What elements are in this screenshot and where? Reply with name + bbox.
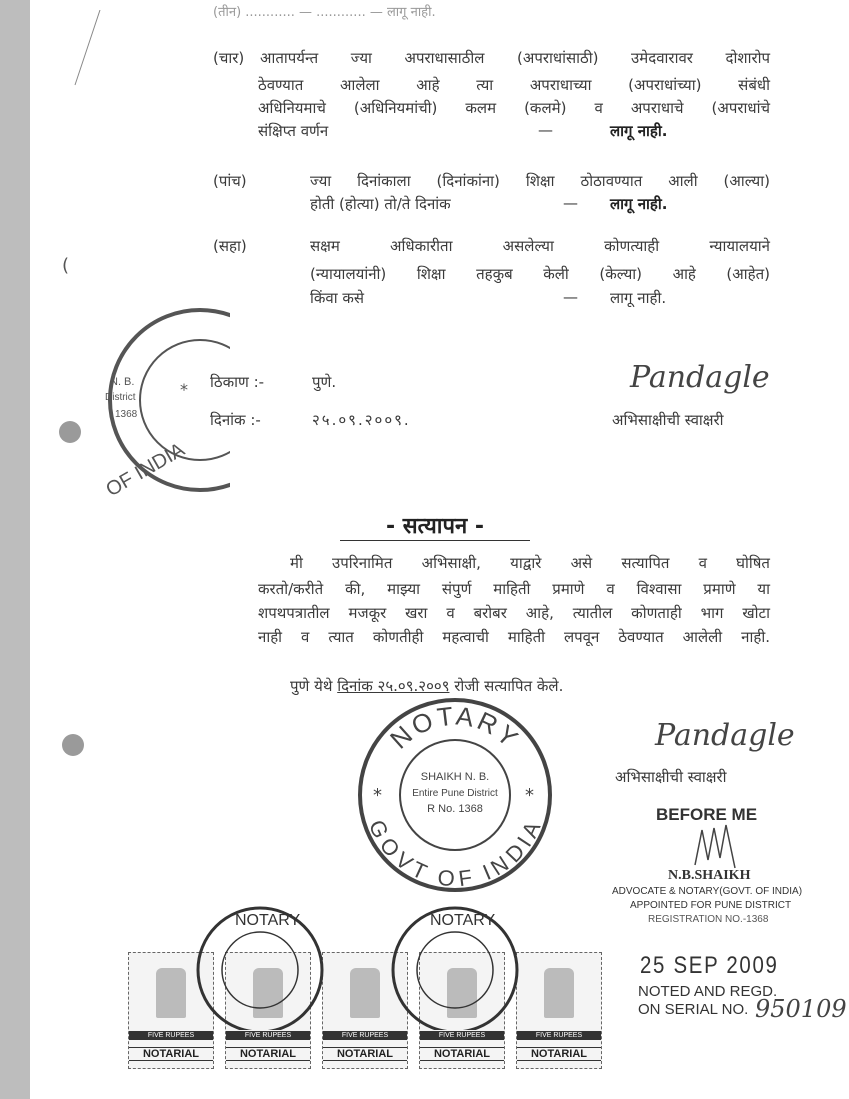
stamp-value: FIVE RUPEES — [323, 1031, 407, 1040]
stamp-value: FIVE RUPEES — [517, 1031, 601, 1040]
notary-line: REGISTRATION NO.-1368 — [648, 914, 769, 925]
notary-seal — [355, 695, 555, 895]
seal-top: NOTARY — [430, 912, 496, 929]
serial-label: ON SERIAL NO. — [638, 1001, 749, 1018]
verification-line: शपथपत्रातील मजकूर खरा व बरोबर आहे, त्यातील कोणताही भाग खोटा — [258, 604, 770, 622]
date-label: दिनांक :- — [210, 411, 261, 429]
item-line: होती (होत्या) तो/ते दिनांक — [310, 195, 451, 213]
faded-top-line: (तीन) ............ — ............ — लागू नाही. — [213, 5, 436, 20]
verification-line: नाही व त्यात कोणतीही महत्वाची माहिती लपवून ठेवण्यात आलेली नाही. — [258, 628, 770, 646]
svg-text:*: * — [525, 785, 534, 806]
item-label: (सहा) — [213, 237, 247, 255]
notary-line: ADVOCATE & NOTARY(GOVT. OF INDIA) — [612, 886, 803, 897]
signature: Pandagle — [630, 360, 770, 395]
stamp-label: NOTARIAL — [420, 1047, 504, 1061]
seal-area: Entire Pune District — [412, 788, 498, 799]
seal-name: N. B. — [110, 376, 135, 388]
verification-line: करतो/करीते की, माझ्या संपुर्ण माहिती प्रमाणे व विश्वासा प्रमाणे या — [258, 580, 770, 598]
scan-edge-strip — [0, 0, 30, 1099]
stamp-value: FIVE RUPEES — [420, 1031, 504, 1040]
signature-caption: अभिसाक्षीची स्वाक्षरी — [612, 411, 724, 429]
place-label: ठिकाण :- — [210, 373, 265, 391]
item-label: (पांच) — [213, 172, 247, 190]
item-line: (न्यायालयांनी) शिक्षा तहकुब केली (केल्या) आहे (आहेत) — [310, 265, 770, 283]
notary-seal-partial — [90, 305, 230, 505]
verification-place: पुणे येथे — [290, 677, 333, 695]
dash: — — [538, 121, 553, 139]
verification-date: दिनांक २५.०९.२००९ — [337, 677, 450, 695]
item-answer: लागू नाही. — [610, 122, 668, 140]
noted-text: NOTED AND REGD. — [638, 983, 778, 1000]
seal-bottom: GOVT OF INDIA — [363, 816, 547, 892]
dash: — — [563, 194, 578, 212]
place-value: पुणे. — [312, 373, 337, 391]
item-line: सक्षम अधिकारीता असलेल्या कोणत्याही न्यायालयाने — [310, 237, 770, 255]
date-stamp: 25 SEP 2009 — [640, 952, 779, 979]
scan-mark: ( — [62, 255, 70, 276]
stamp-cancellation-seals — [190, 900, 530, 1030]
svg-text:GOVT OF INDIA — [364, 816, 546, 891]
stamp-label: NOTARIAL — [129, 1047, 213, 1061]
stamp-label: NOTARIAL — [323, 1047, 407, 1061]
item-line: ज्या दिनांकाला (दिनांकांना) शिक्षा ठोठावण्यात आली (आल्या) — [310, 172, 770, 190]
stamp-label: NOTARIAL — [226, 1047, 310, 1061]
signature-caption: अभिसाक्षीची स्वाक्षरी — [615, 768, 727, 786]
seal-reg: 1368 — [115, 409, 138, 420]
stamp-label: NOTARIAL — [517, 1047, 601, 1061]
date-value: २५.०९.२००९. — [312, 411, 411, 429]
item-line: आतापर्यन्त ज्या अपराधासाठील (अपराधांसाठी) उमेदवारावर दोशारोप — [260, 49, 770, 67]
seal-top: NOTARY — [235, 912, 301, 929]
svg-text:*: * — [180, 380, 188, 399]
signature: Pandagle — [655, 718, 795, 753]
dash: — — [563, 288, 578, 306]
item-answer: लागू नाही. — [610, 195, 668, 213]
punch-hole — [59, 421, 81, 443]
item-line: अधिनियमाचे (अधिनियमांची) कलम (कलमे) व अपराधाचे (अपराधांचे — [258, 99, 770, 117]
item-line: किंवा कसे — [310, 289, 365, 307]
svg-text:*: * — [373, 785, 382, 806]
item-line: संक्षिप्त वर्णन — [258, 122, 329, 140]
verification-line: मी उपरिनामित अभिसाक्षी, याद्वारे असे सत्यापित व घोषित — [290, 554, 770, 572]
before-me: BEFORE ME — [656, 805, 758, 824]
notary-signature — [690, 820, 740, 870]
stamp-value: FIVE RUPEES — [226, 1031, 310, 1040]
stamp-value: FIVE RUPEES — [129, 1031, 213, 1040]
serial-number: 950109 — [755, 995, 847, 1023]
seal-top: NOTARY — [384, 700, 526, 755]
emblem-icon — [156, 968, 186, 1018]
verification-suffix: रोजी सत्यापित केले. — [454, 677, 564, 695]
notary-line: APPOINTED FOR PUNE DISTRICT — [630, 900, 792, 911]
seal-area: District — [105, 392, 136, 403]
seal-reg: R No. 1368 — [427, 803, 483, 815]
verification-heading: - सत्यापन - — [340, 510, 530, 541]
notary-name: N.B.SHAIKH — [668, 868, 751, 883]
item-answer: लागू नाही. — [610, 289, 667, 307]
item-label: (चार) — [213, 49, 245, 67]
scan-line — [70, 10, 110, 90]
seal-name: SHAIKH N. B. — [420, 771, 490, 783]
punch-hole — [62, 734, 84, 756]
svg-text:NOTARY — [384, 701, 526, 755]
emblem-icon — [544, 968, 574, 1018]
verification-date-line — [290, 676, 563, 696]
seal-bottom: OF INDIA — [102, 438, 189, 502]
item-line: ठेवण्यात आलेला आहे त्या अपराधाच्या (अपराधांच्या) संबंधी — [258, 76, 770, 94]
